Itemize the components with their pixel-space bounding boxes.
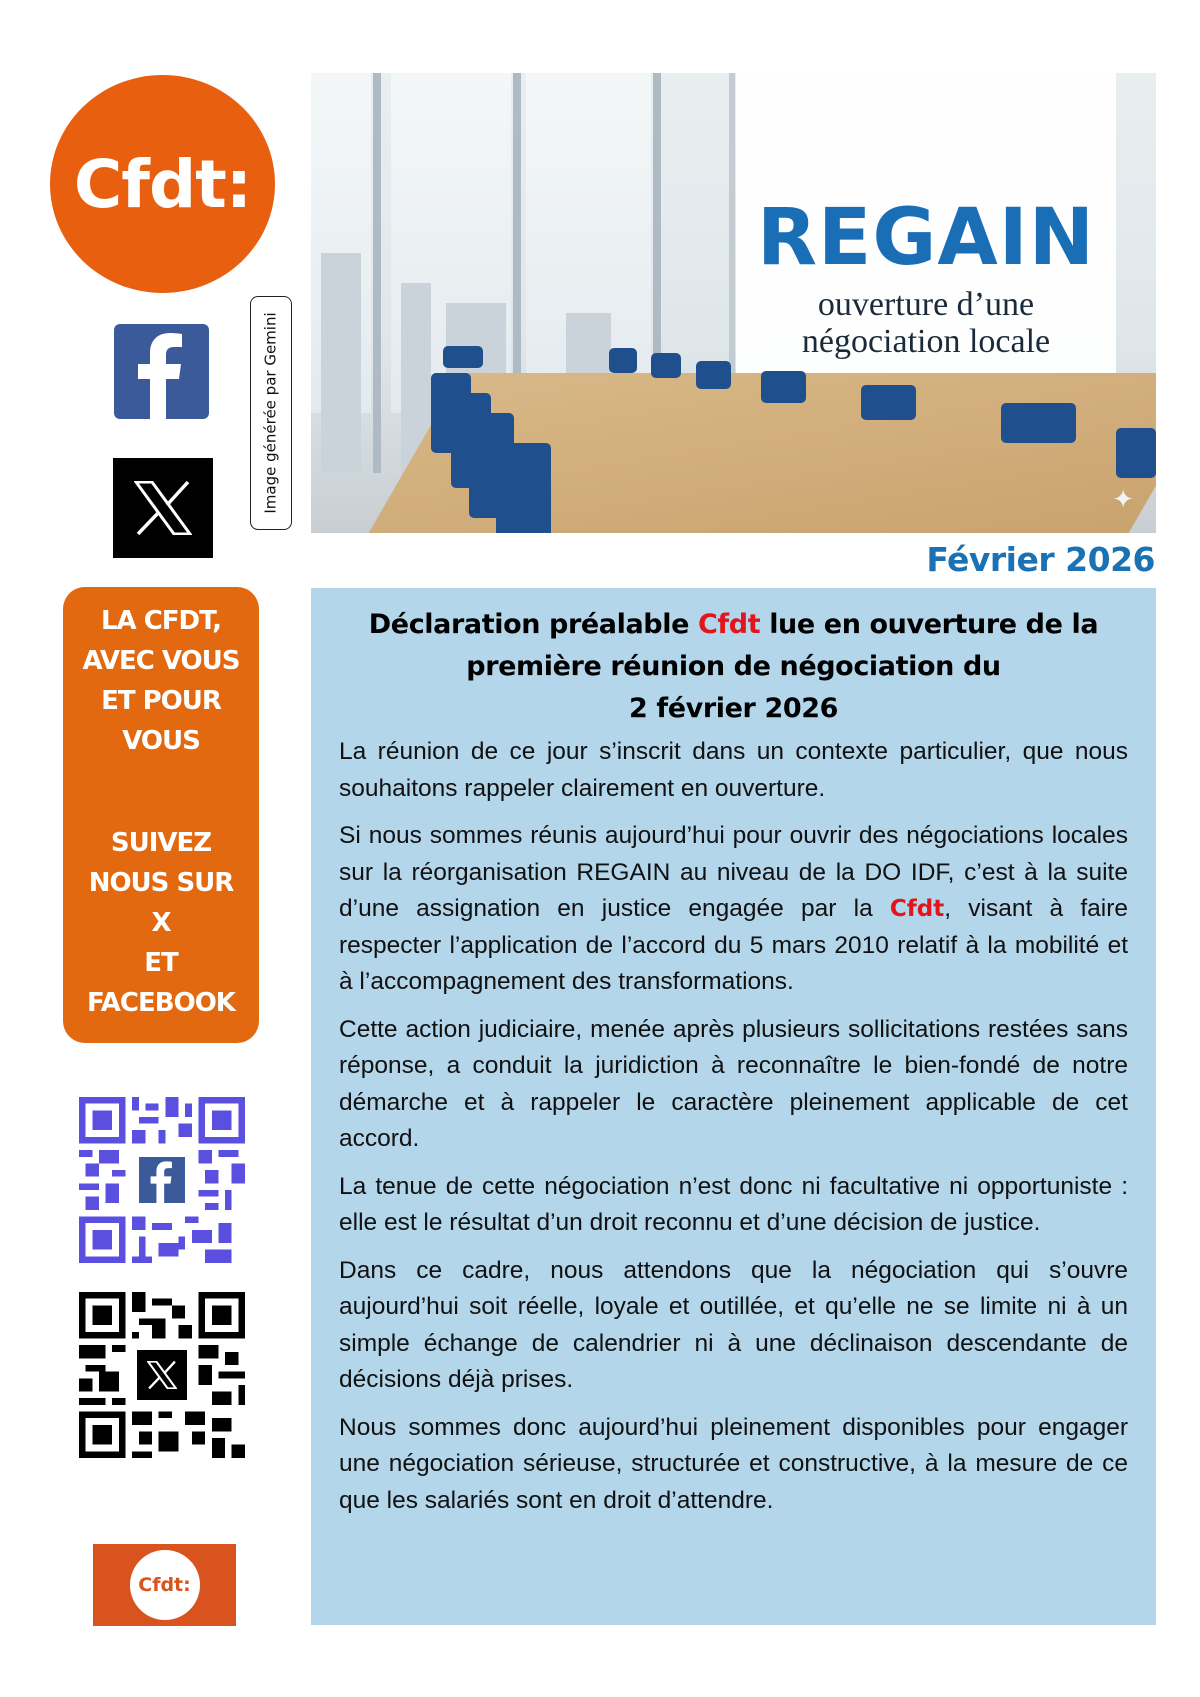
article-paragraph: Si nous sommes réunis aujourd’hui pour ouvrir des négociations locales sur la réorganisation REGAIN au niveau de la DO IDF, c’est à la suite d’une assignation en justice engagée par la Cfdt, visant à faire respecter l’application de l’accord du 5 mars 2010 relatif à la mobilité et à l’accompagnement des transformations. [339, 822, 1129, 995]
article-title: Déclaration préalable Cfdt lue en ouverture de la première réunion de négociation du 2 février 2026 [368, 609, 1099, 724]
spacer [63, 761, 259, 823]
slogan-line: X [151, 908, 171, 938]
brand-name: Cfdt [889, 896, 945, 922]
article-paragraph: Cette action judiciaire, menée après plusieurs sollicitations restées sans réponse, a conduit la juridiction à reconnaître le bien-fondé de notre démarche et à rappeler le caractère pleinement applicable de cet accord. [339, 1015, 1128, 1152]
chair [1001, 403, 1076, 443]
facebook-icon [137, 1155, 187, 1205]
slogan-line: ET POUR [101, 686, 221, 716]
facebook-qr-code[interactable] [79, 1097, 245, 1263]
x-qr-code[interactable] [79, 1292, 245, 1458]
building [321, 253, 361, 473]
slogan-line: ET [144, 948, 178, 978]
x-twitter-icon[interactable] [113, 458, 213, 558]
chair [609, 348, 637, 373]
sparkle-icon: ✦ [1112, 484, 1134, 514]
cfdt-footer-logo-disc: Cfdt: [130, 1550, 200, 1620]
window-frame [373, 73, 381, 473]
hero-image [311, 73, 1156, 533]
hero-headline: REGAIN [756, 193, 1096, 283]
article-box [311, 588, 1156, 1625]
article-paragraph: La réunion de ce jour s’inscrit dans un contexte particulier, que nous souhaitons rappeler clairement en ouverture. [339, 738, 1128, 802]
cfdt-logo-text: Cfdt: [73, 145, 252, 223]
article-paragraph: Nous sommes donc aujourd’hui pleinement disponibles pour engager une négociation sérieuse, structurée et constructive, à la mesure de ce que les salariés sont en droit d’attendre. [339, 1413, 1128, 1514]
chair [496, 443, 551, 533]
cfdt-footer-logo [93, 1544, 236, 1626]
brand-name: Cfdt [698, 609, 761, 640]
chair [861, 385, 916, 420]
slogan-box [63, 587, 259, 1043]
slogan-line: AVEC VOUS [82, 646, 240, 676]
facebook-icon[interactable] [114, 324, 209, 419]
chair [443, 346, 483, 368]
article-paragraph: Dans ce cadre, nous attendons que la négociation qui s’ouvre aujourd’hui soit réelle, loyale et outillée, et qu’elle ne se limite ni à un simple échange de calendrier ni à une déclinaison descendante de décisions déjà prises. [339, 1256, 1128, 1393]
chair [651, 353, 681, 378]
slogan-line: SUIVEZ [110, 828, 212, 858]
issue-date: Février 2026 [926, 540, 1155, 579]
chair [761, 371, 806, 403]
article-paragraph: La tenue de cette négociation n’est donc ni facultative ni opportuniste : elle est le résultat d’un droit reconnu et d’une décision de justice. [339, 1172, 1128, 1236]
hero-subline: ouverture d’une négociation locale [801, 286, 1051, 360]
slogan-line: VOUS [122, 726, 200, 756]
slogan-line: FACEBOOK [87, 988, 235, 1018]
image-credit-label: Image générée par Gemini [250, 296, 292, 530]
slogan-line: NOUS SUR [88, 868, 234, 898]
x-twitter-icon [137, 1350, 187, 1400]
slogan-line: LA CFDT, [100, 606, 222, 636]
chair [696, 361, 731, 389]
cfdt-logo [50, 75, 275, 293]
chair [1116, 428, 1156, 478]
